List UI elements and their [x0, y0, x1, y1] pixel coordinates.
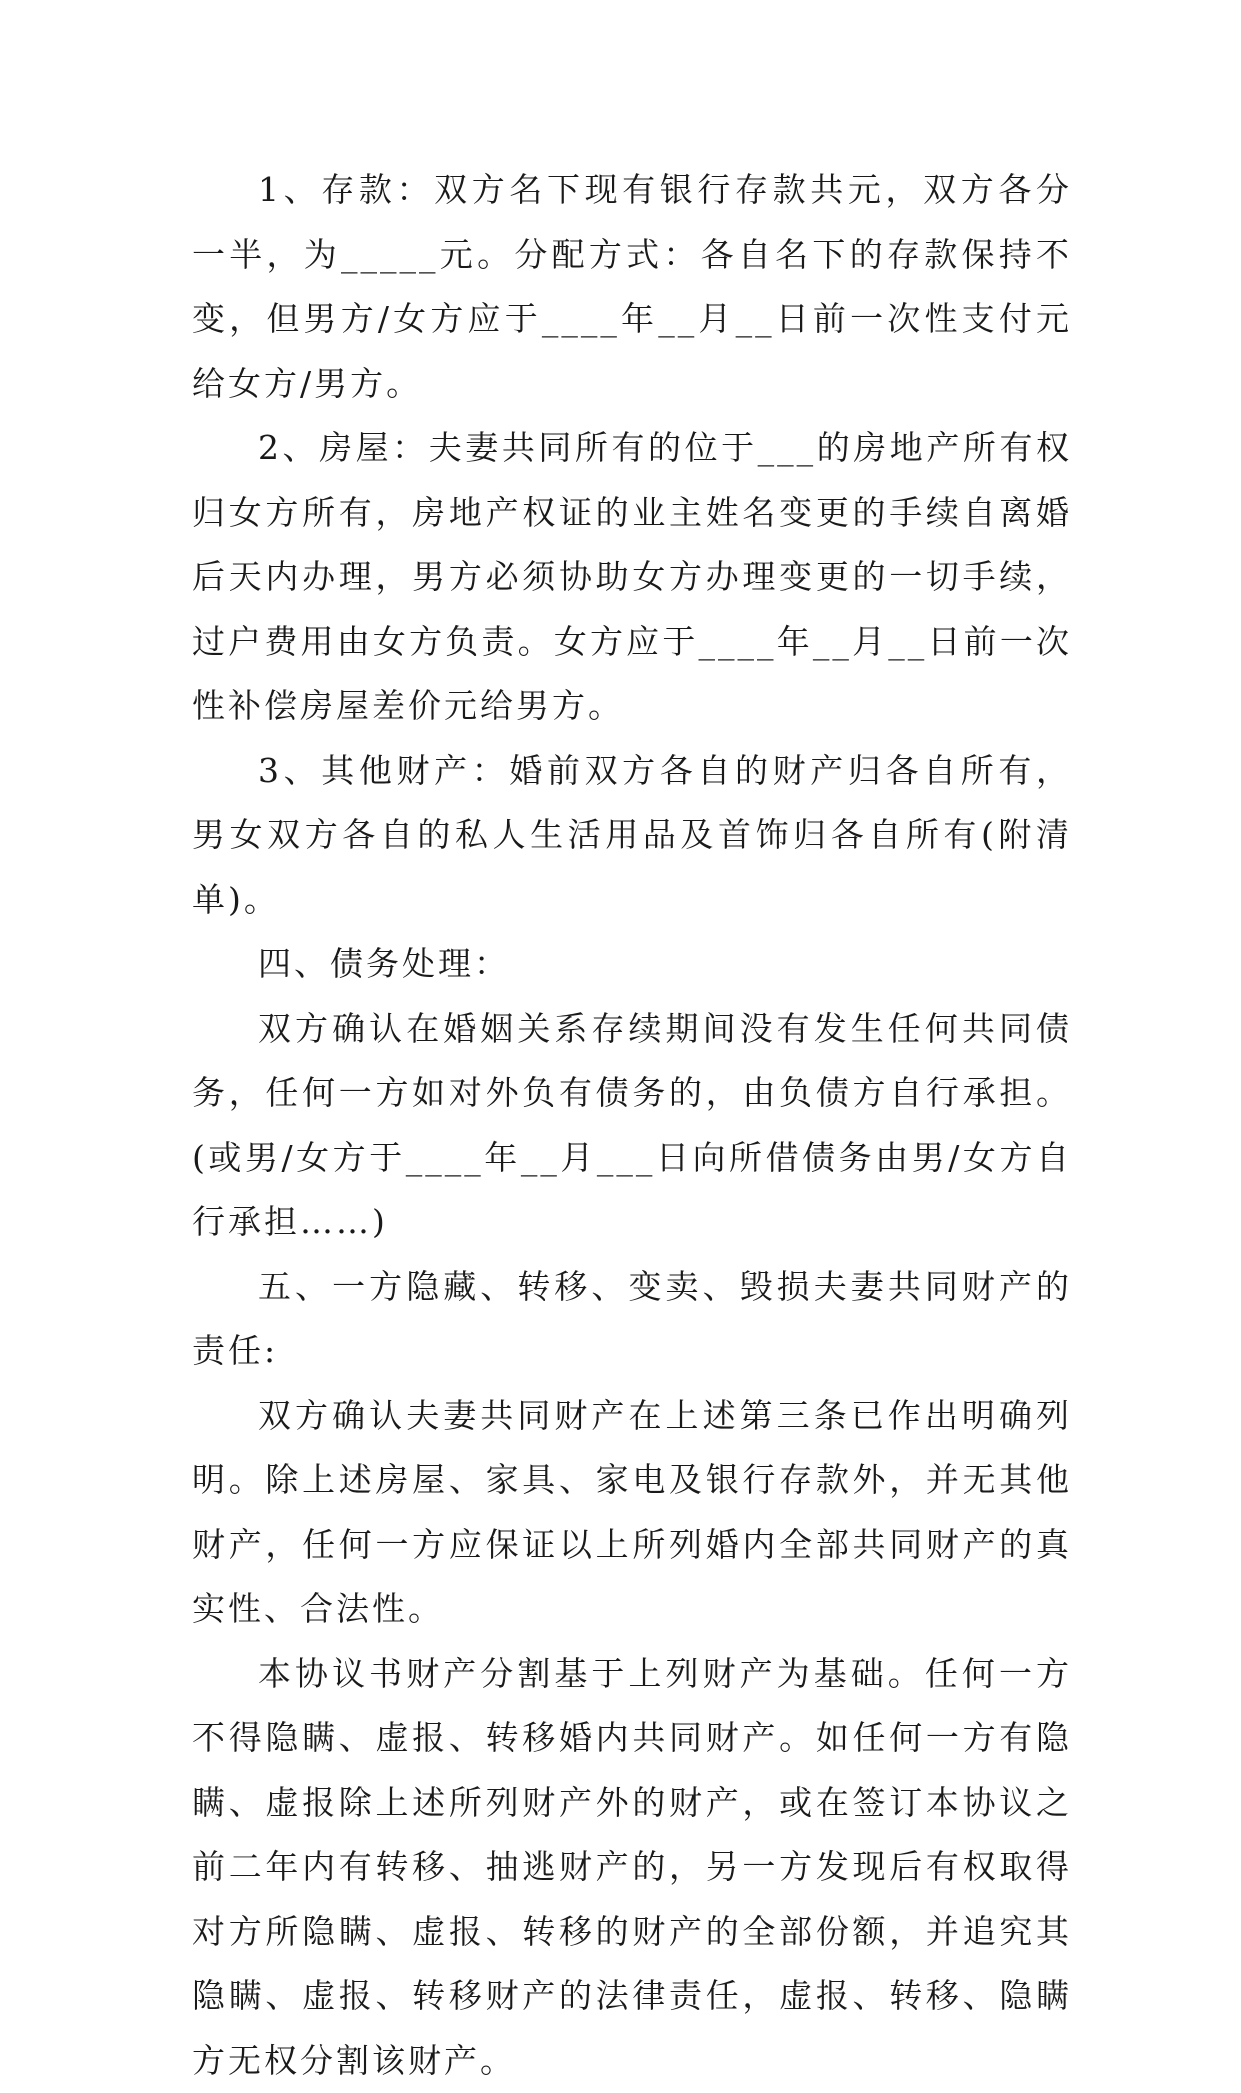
- section-heading-liability: 五、一方隐藏、转移、变卖、毁损夫妻共同财产的责任:: [192, 1255, 1072, 1384]
- paragraph-other-property: 3、其他财产：婚前双方各自的财产归各自所有，男女双方各自的私人生活用品及首饰归各自所有(附清单)。: [192, 739, 1072, 933]
- document-body: [192, 158, 1072, 2093]
- paragraph-deposit: 1、存款：双方名下现有银行存款共元，双方各分一半，为_____元。分配方式：各自名下的存款保持不变，但男方/女方应于____年__月__日前一次性支付元给女方/男方。: [192, 158, 1072, 416]
- paragraph-debt: 双方确认在婚姻关系存续期间没有发生任何共同债务，任何一方如对外负有债务的，由负债方自行承担。(或男/女方于____年__月___日向所借债务由男/女方自行承担……): [192, 997, 1072, 1255]
- paragraph-house: 2、房屋：夫妻共同所有的位于___的房地产所有权归女方所有，房地产权证的业主姓名变更的手续自离婚后天内办理，男方必须协助女方办理变更的一切手续，过户费用由女方负责。女方应于____年__月__日前一次性补偿房屋差价元给男方。: [192, 416, 1072, 739]
- section-heading-debt: 四、债务处理：: [192, 932, 1072, 997]
- paragraph-concealment-penalty: 本协议书财产分割基于上列财产为基础。任何一方不得隐瞒、虚报、转移婚内共同财产。如任何一方有隐瞒、虚报除上述所列财产外的财产，或在签订本协议之前二年内有转移、抽逃财产的，另一方发现后有权取得对方所隐瞒、虚报、转移的财产的全部份额，并追究其隐瞒、虚报、转移财产的法律责任，虚报、转移、隐瞒方无权分割该财产。: [192, 1642, 1072, 2093]
- paragraph-property-confirmation: 双方确认夫妻共同财产在上述第三条已作出明确列明。除上述房屋、家具、家电及银行存款外，并无其他财产，任何一方应保证以上所列婚内全部共同财产的真实性、合法性。: [192, 1384, 1072, 1642]
